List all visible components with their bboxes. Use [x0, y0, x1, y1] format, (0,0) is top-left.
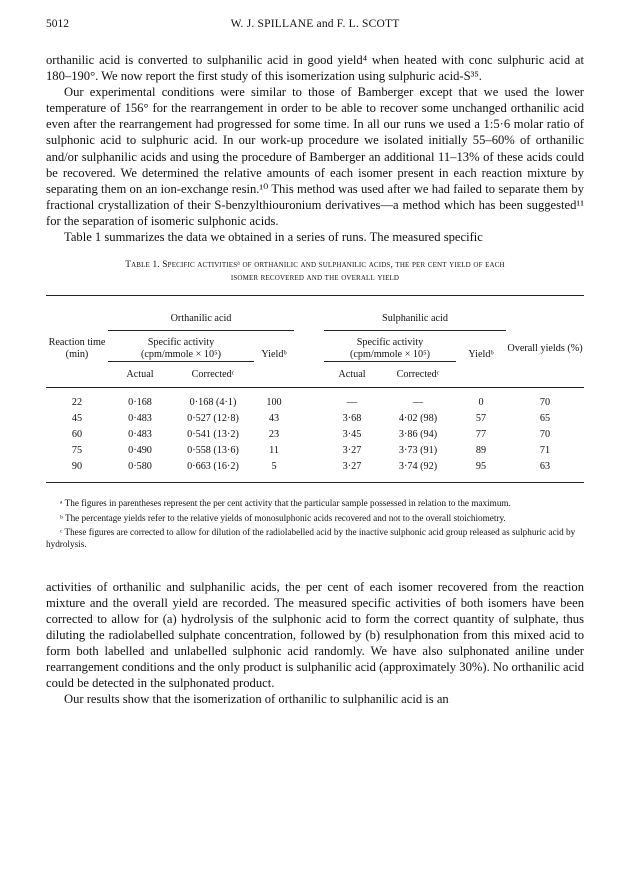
table-cell-time: 60 — [71, 428, 83, 440]
table-cell-o-yield: 23 — [268, 428, 280, 440]
sulphanilic-actual-header: Actual — [324, 362, 380, 388]
table-cell-s-yield: 95 — [475, 460, 487, 472]
table-cell-o-actual: 0·483 — [128, 412, 152, 424]
orthanilic-yield-header: Yieldᵇ — [254, 331, 294, 362]
orthanilic-activity-label: Specific activity — [147, 337, 215, 349]
table-cell-o-actual: 0·490 — [128, 444, 152, 456]
table-cell-o-corr: 0·168 (4·1) — [189, 396, 237, 408]
table-spacer-cell — [294, 458, 324, 483]
table-cell-s-actual: 3·27 — [342, 460, 362, 472]
sulphanilic-group-header: Sulphanilic acid — [382, 313, 448, 325]
table-cell-overall: 65 — [539, 412, 551, 424]
table-cell-s-yield: 0 — [478, 396, 484, 408]
sulphanilic-yield-header: Yieldᵇ — [456, 331, 506, 362]
orthanilic-units-label: (cpm/mmole × 10⁵) — [140, 349, 222, 361]
table-cell-time: 75 — [71, 444, 83, 456]
table-cell-s-actual: 3·68 — [342, 412, 362, 424]
sulphanilic-corrected-header: Correctedᶜ — [380, 362, 456, 388]
table-cell-s-yield: 89 — [475, 444, 487, 456]
table-cell-o-corr: 0·558 (13·6) — [187, 444, 239, 456]
footnote-b: ᵇ The percentage yields refer to the relative yields of monosulphonic acids recovered and not to the overall stoichiometry. — [60, 512, 506, 523]
journal-page — [46, 18, 584, 708]
table-spacer-cell — [294, 442, 324, 458]
table-cell-s-actual: 3·27 — [342, 444, 362, 456]
table-cell-o-actual: 0·483 — [128, 428, 152, 440]
table-cell-s-corr: — — [412, 396, 424, 408]
orthanilic-activity-header — [108, 331, 254, 362]
table-cell-overall: 63 — [539, 460, 551, 472]
table-cell-overall: 70 — [539, 428, 551, 440]
closing-paragraph-2: Our results show that the isomerization of orthanilic to sulphanilic acid is an — [64, 692, 449, 707]
sulphanilic-activity-header — [324, 331, 456, 362]
table-cell-overall: 70 — [539, 396, 551, 408]
running-authors: W. J. SPILLANE and F. L. SCOTT — [230, 18, 400, 30]
table-cell-o-yield: 11 — [269, 444, 279, 456]
table-cell-s-corr: 4·02 (98) — [398, 412, 438, 424]
table-body — [46, 388, 584, 483]
table-cell-o-corr: 0·527 (12·8) — [187, 412, 239, 424]
orthanilic-actual-header: Actual — [108, 362, 172, 388]
reaction-time-header: Reaction time (min) — [48, 337, 106, 361]
intro-paragraph-1: orthanilic acid is converted to sulphanilic acid in good yield⁴ when heated with conc sulphuric acid at 180–190°. We now report the first study of this isomerization using sulphuric acid-S³⁵. — [46, 53, 584, 84]
table-cell-s-yield: 57 — [475, 412, 487, 424]
overall-yield-header: Overall yields (%) — [507, 343, 583, 355]
table-cell-s-corr: 3·74 (92) — [398, 460, 438, 472]
table-cell-s-yield: 77 — [475, 428, 487, 440]
table-cell-time: 45 — [71, 412, 83, 424]
intro-text — [46, 52, 584, 245]
intro-paragraph-3: Table 1 summarizes the data we obtained in a series of runs. The measured specific — [64, 230, 483, 245]
orthanilic-group-header: Orthanilic acid — [170, 313, 232, 325]
table-row — [46, 458, 584, 483]
table-cell-s-corr: 3·73 (91) — [398, 444, 438, 456]
table-cell-o-yield: 43 — [268, 412, 280, 424]
table-row — [46, 442, 584, 458]
table-cell-o-corr: 0·541 (13·2) — [187, 428, 239, 440]
table-caption-line-2: isomer recovered and the overall yield — [230, 273, 400, 284]
table-cell-overall: 71 — [539, 444, 551, 456]
table-actual-corrected-row — [46, 362, 584, 388]
table-row — [46, 410, 584, 426]
table-cell-time: 22 — [71, 396, 83, 408]
table-cell-s-corr: 3·86 (94) — [398, 428, 438, 440]
table-cell-o-corr: 0·663 (16·2) — [187, 460, 239, 472]
table-spacer-cell — [294, 426, 324, 442]
running-header — [46, 18, 584, 38]
orthanilic-corrected-header: Correctedᶜ — [172, 362, 254, 388]
footnote-c: ᶜ These figures are corrected to allow for dilution of the radiolabelled acid by the inactive sulphonic acid group released as sulphuric acid by hydrolysis. — [46, 526, 576, 550]
sulphanilic-activity-label: Specific activity — [356, 337, 424, 349]
table-cell-s-actual: — — [346, 396, 358, 408]
footnote-a: ᵃ The figures in parentheses represent the per cent activity that the particular sample possessed in relation to the maximum. — [60, 498, 511, 509]
table-cell-o-yield: 100 — [266, 396, 282, 408]
table-group-header-row — [46, 296, 584, 331]
table-subheader-row — [46, 331, 584, 362]
table-row — [46, 388, 584, 411]
table-cell-o-yield: 5 — [271, 460, 277, 472]
table-cell-time: 90 — [71, 460, 83, 472]
intro-paragraph-2: Our experimental conditions were similar to those of Bamberger except that we used the lower temperature of 156° for the rearrangement in order to be able to recover some unchanged orthanilic acid even after the rearrangement had progressed for some time. In all our runs we used a 1:5·6 molar ratio of sulphonic acid to sulphuric acid. In our work-up procedure we isolated initially 55–60% of orthanilic and/or sulphanilic acids and using the procedure of Bamberger an additional 11–13% of these acids could be recovered. We determined the relative amounts of each isomer present in each reaction mixture by separating them on an ion-exchange resin.¹⁰ This method was used after we had failed to separate them by fractional crystallization of their S-benzylthiouronium derivatives—a method which has been suggested¹¹ for the separation of isomeric sulphonic acids. — [46, 85, 584, 228]
table-cell-o-actual: 0·168 — [128, 396, 152, 408]
sulphanilic-units-label: (cpm/mmole × 10⁵) — [349, 349, 431, 361]
closing-text — [46, 579, 584, 708]
table-cell-o-actual: 0·580 — [128, 460, 152, 472]
table-caption — [46, 259, 584, 285]
page-number: 5012 — [46, 18, 69, 30]
table-spacer-cell — [294, 388, 324, 411]
table-footnotes — [46, 497, 584, 551]
table-spacer-cell — [294, 410, 324, 426]
table-cell-s-actual: 3·45 — [342, 428, 362, 440]
table-row — [46, 426, 584, 442]
data-table — [46, 295, 584, 483]
table-caption-line-1: Table 1. Specific activitiesᵃ of orthanilic and sulphanilic acids, the per cent yield of each — [125, 260, 505, 271]
closing-paragraph-1: activities of orthanilic and sulphanilic acids, the per cent of each isomer recovered from the reaction mixture and the overall yield are recorded. The measured specific activities of both isomers have been corrected to allow for (a) hydrolysis of the sulphonic acid to form the correct quantity of sulphate, thus diluting the radiolabelled sulphate concentration, followed by (b) resulphonation from this mixed acid to form both labelled and unlabelled sulphonic acid randomly. We have also sulphonated aniline under rearrangement conditions and the only product is sulphanilic acid (approximately 30%). No orthanilic acid could be detected in the sulphonated product. — [46, 579, 584, 691]
